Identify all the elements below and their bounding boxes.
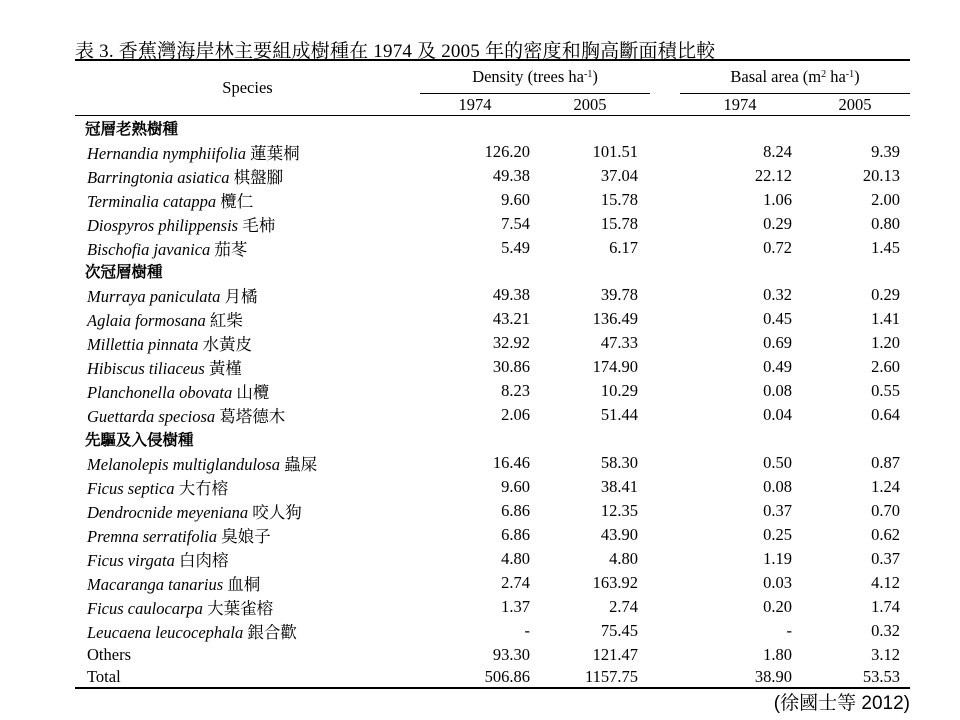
basal-area-2005-cell: 0.62 [871,524,901,544]
density-1974-cell: 6.86 [501,500,530,520]
species-chinese-name: 棋盤腳 [233,167,284,187]
total-row [75,666,910,688]
species-latin-name: Macaranga tanarius [87,574,224,594]
species-chinese-name: 毛柿 [242,215,276,235]
species-chinese-name: 血桐 [227,574,261,594]
species-chinese-name: 蓮葉桐 [250,143,300,163]
table-caption: 表 3. 香蕉灣海岸林主要組成樹種在 1974 及 2005 年的密度和胸高斷面積比較 [75,41,716,62]
density-2005-cell: 2.74 [609,596,639,616]
table-row [75,595,910,619]
gap-cell [650,307,680,331]
species-chinese-name: 大葉雀榕 [207,598,274,618]
table-row [75,475,910,499]
header-gap [650,94,680,116]
gap-cell [650,595,680,619]
density-2005-cell: 101.51 [592,141,639,161]
basal-area-2005-cell: 0.32 [871,620,901,640]
basal-area-2005-cell: 0.80 [871,213,901,233]
table-row [75,331,910,355]
basal-header-sup-area: 2 [821,69,827,80]
basal-area-1974-cell: 0.32 [763,285,793,305]
species-latin-name: Leucaena leucocephala [87,622,244,642]
species-latin-name: Murraya paniculata [87,287,221,307]
density-2005-cell: 121.47 [592,644,639,664]
species-latin-name: Melanolepis multiglandulosa [87,454,280,474]
species-name-cell [75,188,420,212]
basal-area-2005-cell: 1.74 [871,596,901,616]
basal-area-1974-cell: 0.72 [763,237,793,257]
species-latin-name: Aglaia formosana [87,311,206,331]
density-1974-cell: 1.37 [501,596,530,616]
species-name-cell [75,379,420,403]
gap-cell [650,666,680,688]
gap-cell [650,547,680,571]
density-year-2005: 2005 [573,94,607,114]
basal-area-1974-cell: 0.37 [763,500,793,520]
basal-area-1974-cell: 0.20 [763,596,793,616]
basal-area-1974-cell: 0.29 [763,213,793,233]
density-2005-cell: 136.49 [592,309,639,329]
basal-header-close: ) [854,67,860,86]
species-latin-name: Guettarda speciosa [87,407,216,427]
species-chinese-name: 水黃皮 [202,335,252,355]
species-latin-name: Dendrocnide meyeniana [87,502,249,522]
group-label: 先驅及入侵樹種 [85,430,194,449]
species-latin-name: Millettia pinnata [87,335,199,355]
density-2005-cell: 4.80 [609,548,639,568]
species-chinese-name: 蟲屎 [284,454,318,474]
species-name-cell [75,595,420,619]
density-2005-cell: 12.35 [600,500,639,520]
table-row [75,283,910,307]
density-1974-cell: 6.86 [501,524,530,544]
species-chinese-name: 紅柴 [209,311,243,331]
basal-area-2005-cell: 53.53 [800,666,910,688]
gap-cell [650,619,680,643]
species-name-cell [75,212,420,236]
basal-area-1974-cell: 1.80 [763,644,793,664]
density-header-close: ) [592,67,598,86]
basal-area-2005-cell: 20.13 [862,165,901,185]
basal-area-1974-cell: 0.04 [763,405,793,425]
table-row [75,307,910,331]
basal-area-2005-cell: 0.64 [871,405,901,425]
table-row [75,164,910,188]
species-chinese-name: 臭娘子 [221,526,271,546]
species-chinese-name: 大冇榕 [178,478,229,498]
species-chinese-name: 銀合歡 [247,622,297,642]
basal-year-2005: 2005 [838,94,872,114]
species-latin-name: Hernandia nymphiifolia [87,143,247,163]
density-2005-cell: 51.44 [600,405,639,425]
gap-cell [650,643,680,667]
density-1974-cell: - [524,620,530,640]
species-latin-name: Ficus septica [87,478,175,498]
basal-area-2005-cell: 1.24 [871,476,901,496]
density-2005-cell: 37.04 [600,165,639,185]
basal-area-2005-cell: 0.70 [871,500,901,520]
gap-cell [650,212,680,236]
species-latin-name: Ficus caulocarpa [87,598,203,618]
species-name-cell [75,283,420,307]
basal-area-1974-cell: 8.24 [763,141,793,161]
group-header-row [75,260,910,284]
density-2005-cell: 75.45 [600,620,639,640]
source-citation: (徐國士等 2012) [773,693,910,714]
species-name-cell [75,236,420,260]
total-label: Total [75,666,420,688]
density-basal-area-table [75,59,910,689]
density-1974-cell: 4.80 [501,548,530,568]
table-row [75,403,910,427]
basal-area-2005-cell: 1.45 [871,237,901,257]
basal-area-1974-cell: 0.08 [763,476,793,496]
gap-cell [650,331,680,355]
density-2005-cell: 10.29 [600,381,639,401]
basal-area-2005-cell: 0.29 [871,285,901,305]
gap-cell [650,475,680,499]
gap-cell [650,451,680,475]
table-row [75,523,910,547]
gap-cell [650,188,680,212]
species-latin-name: Premna serratifolia [87,526,218,546]
species-name-cell [75,331,420,355]
density-2005-cell: 43.90 [600,524,639,544]
gap-cell [650,379,680,403]
density-2005-cell: 1157.75 [530,666,650,688]
basal-area-1974-cell: 22.12 [754,165,793,185]
gap-cell [650,236,680,260]
density-1974-cell: 93.30 [492,644,530,664]
basal-area-1974-cell: 38.90 [680,666,800,688]
header-row-top [75,60,910,94]
density-1974-cell: 506.86 [420,666,530,688]
density-2005-cell: 15.78 [600,189,639,209]
basal-area-1974-cell: 0.03 [763,572,793,592]
basal-header-unit: ha [826,67,846,86]
table-row [75,188,910,212]
density-year-1974: 1974 [458,94,492,114]
density-1974-cell: 8.23 [501,381,530,401]
species-latin-name: Hibiscus tiliaceus [87,359,205,379]
species-latin-name: Ficus virgata [87,550,175,570]
species-chinese-name: 欖仁 [220,191,254,211]
table-row [75,619,910,643]
density-1974-cell: 32.92 [492,333,530,353]
density-1974-cell: 30.86 [492,357,530,377]
density-header-text: Density (trees ha [472,67,584,86]
species-name-cell [75,571,420,595]
density-1974-cell: 2.74 [501,572,530,592]
density-1974-cell: 49.38 [492,165,530,185]
basal-area-2005-cell: 1.41 [871,309,901,329]
density-1974-cell: 2.06 [501,405,530,425]
gap-cell [650,283,680,307]
basal-area-2005-cell: 3.12 [871,644,901,664]
gap-cell [650,140,680,164]
basal-area-1974-cell: 0.45 [763,309,793,329]
density-2005-cell: 174.90 [592,357,639,377]
basal-area-2005-cell: 2.00 [871,189,901,209]
table-row [75,451,910,475]
group-label: 次冠層樹種 [85,263,163,282]
species-name-cell [75,451,420,475]
basal-area-2005-cell: 0.55 [871,381,901,401]
others-label: Others [87,644,131,664]
density-1974-cell: 49.38 [492,285,530,305]
species-name-cell [75,475,420,499]
species-chinese-name: 山欖 [236,383,270,403]
density-2005-cell: 6.17 [609,237,639,257]
density-1974-cell: 126.20 [484,141,530,161]
species-chinese-name: 黃槿 [208,359,242,379]
table-row [75,236,910,260]
gap-cell [650,523,680,547]
group-header-row [75,116,910,140]
species-chinese-name: 咬人狗 [252,502,302,522]
species-latin-name: Planchonella obovata [87,383,233,403]
species-chinese-name: 葛塔德木 [219,407,286,427]
species-name-cell [75,355,420,379]
density-header-sup: -1 [583,69,593,80]
others-row [75,643,910,667]
table-row [75,571,910,595]
species-name-cell [75,403,420,427]
density-1974-cell: 9.60 [501,189,530,209]
density-2005-cell: 15.78 [600,213,639,233]
basal-area-1974-cell: - [786,620,793,640]
species-name-cell [75,140,420,164]
basal-area-2005-cell: 1.20 [871,333,901,353]
density-2005-cell: 39.78 [600,285,639,305]
gap-cell [650,571,680,595]
table-row [75,355,910,379]
table-row [75,499,910,523]
species-name-cell [75,619,420,643]
basal-area-1974-cell: 0.08 [763,381,793,401]
species-latin-name: Diospyros philippensis [87,215,239,235]
basal-area-1974-cell: 0.69 [763,333,793,353]
group-label: 冠層老熟樹種 [85,119,179,138]
density-header [420,60,650,94]
density-1974-cell: 5.49 [501,237,530,257]
species-header: Species [222,78,273,97]
species-latin-name: Barringtonia asiatica [87,167,230,187]
basal-area-1974-cell: 1.06 [763,189,793,209]
density-1974-cell: 9.60 [501,476,530,496]
density-2005-cell: 47.33 [600,333,639,353]
gap-cell [650,355,680,379]
basal-area-2005-cell: 2.60 [871,357,901,377]
species-name-cell [75,523,420,547]
density-2005-cell: 163.92 [592,572,639,592]
species-latin-name: Terminalia catappa [87,191,217,211]
basal-area-header [680,60,910,94]
species-chinese-name: 白肉榕 [178,550,229,570]
species-name-cell [75,547,420,571]
table-body [75,116,910,689]
basal-area-2005-cell: 4.12 [871,572,901,592]
gap-cell [650,403,680,427]
basal-area-1974-cell: 1.19 [763,548,793,568]
table-row [75,547,910,571]
basal-area-1974-cell: 0.50 [763,452,793,472]
density-2005-cell: 58.30 [600,452,639,472]
species-chinese-name: 月橘 [224,287,258,307]
species-chinese-name: 茄苳 [214,239,248,259]
density-1974-cell: 16.46 [492,452,530,472]
species-name-cell [75,307,420,331]
basal-area-1974-cell: 0.49 [763,357,793,377]
table-row [75,212,910,236]
species-latin-name: Bischofia javanica [87,239,211,259]
species-name-cell [75,164,420,188]
basal-header-text: Basal area (m [730,67,822,86]
basal-area-2005-cell: 9.39 [871,141,901,161]
basal-area-2005-cell: 0.87 [871,452,901,472]
table-row [75,379,910,403]
basal-header-sup-ha: -1 [845,69,855,80]
header-gap [650,60,680,94]
density-1974-cell: 43.21 [492,309,530,329]
gap-cell [650,164,680,188]
density-2005-cell: 38.41 [600,476,639,496]
table-row [75,140,910,164]
basal-year-1974: 1974 [723,94,757,114]
basal-area-2005-cell: 0.37 [871,548,901,568]
gap-cell [650,499,680,523]
density-1974-cell: 7.54 [501,213,530,233]
basal-area-1974-cell: 0.25 [763,524,793,544]
species-name-cell [75,499,420,523]
group-header-row [75,427,910,451]
